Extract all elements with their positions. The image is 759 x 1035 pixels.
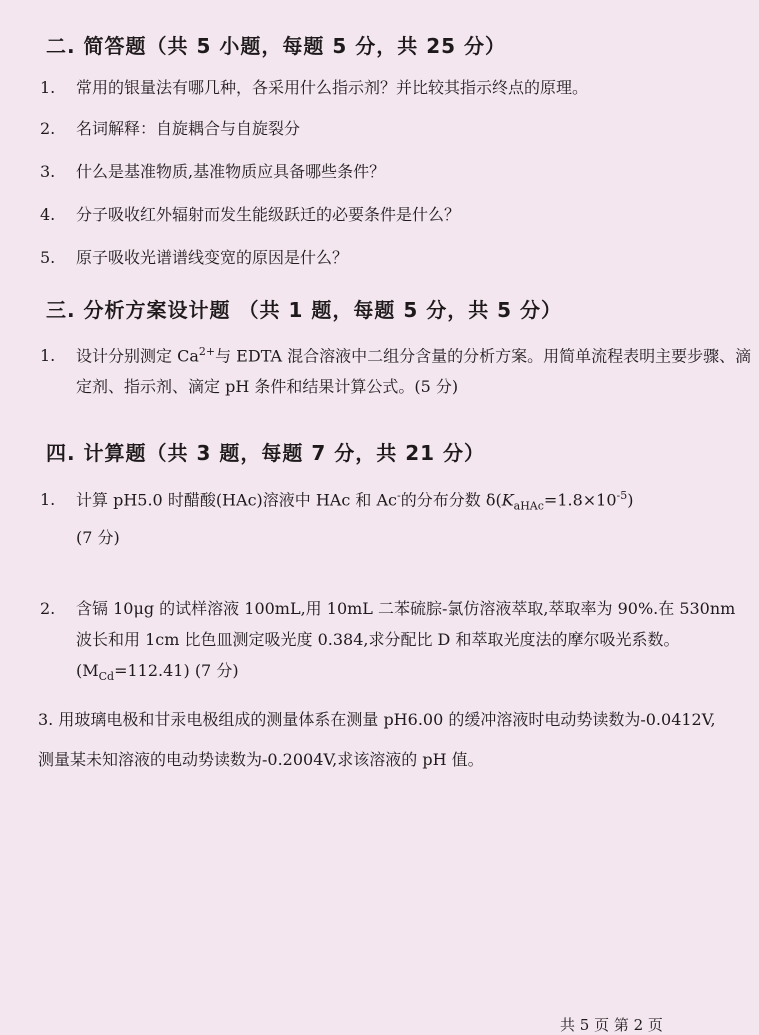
page-footer: 共 5 页 第 2 页 (560, 1016, 663, 1034)
question-number: 3. (40, 162, 56, 181)
question-text: 什么是基准物质,基准物质应具备哪些条件？ (76, 162, 386, 181)
sec3-question-1 (40, 336, 756, 402)
sec4-question-2 (40, 593, 756, 692)
question-text: 名词解释：自旋耦合与自旋裂分 (76, 119, 301, 138)
sec4-question-3: 3. 用玻璃电极和甘汞电极组成的测量体系在测量 pH6.00 的缓冲溶液时电动势读数为-0.0412V, 测量某未知溶液的电动势读数为-0.2004V,求该溶液的 pH 值。 (38, 710, 716, 769)
section-3-title: 三. 分析方案设计题 （共 1 题，每题 5 分，共 5 分） (46, 298, 563, 322)
superscript: 2+ (198, 345, 216, 358)
question-text-b: 的分布分数 δ( (400, 490, 502, 510)
question-text-c: =1.8×10 (543, 490, 617, 510)
question-text-a: 设计分别测定 Ca (76, 346, 199, 366)
question-text-d: ) (627, 490, 634, 510)
question-number: 2. (40, 599, 56, 618)
question-text: 分子吸收红外辐射而发生能级跃迁的必要条件是什么？ (76, 205, 461, 224)
question-number: 1. (40, 490, 56, 510)
question-text-b: =112.41) (7 分) (114, 661, 239, 680)
question-number: 2. (40, 119, 56, 138)
sec2-question-2 (40, 113, 720, 144)
question-number: 5. (40, 248, 56, 267)
superscript: -5 (616, 489, 628, 502)
question-text: 原子吸收光谱谱线变宽的原因是什么？ (76, 248, 349, 267)
sec4-question-1 (40, 480, 756, 553)
k-symbol: K (501, 490, 514, 510)
question-number: 4. (40, 205, 56, 224)
sec2-question-3 (40, 156, 720, 187)
question-number: 1. (40, 346, 56, 366)
question-number: 1. (40, 78, 56, 97)
sec2-question-5 (40, 242, 720, 273)
question-text-a: 计算 pH5.0 时醋酸(HAc)溶液中 HAc 和 Ac (76, 490, 398, 510)
subscript: Cd (98, 670, 115, 684)
superscript: - (397, 489, 401, 502)
section-2-title: 二. 简答题（共 5 小题，每题 5 分，共 25 分） (46, 34, 507, 58)
question-text-b: 与 EDTA 混合溶液中二组分含量的分析方案。用简单流程表明主要步骤、滴定剂、指示剂、滴定 pH 条件和结果计算公式。(5 分) (76, 346, 752, 397)
subscript: aHAc (513, 499, 544, 513)
score: (7 分) (76, 527, 120, 547)
section-4-title: 四. 计算题（共 3 题，每题 7 分，共 21 分） (46, 441, 486, 465)
question-text: 常用的银量法有哪几种，各采用什么指示剂？并比较其指示终点的原理。 (76, 78, 589, 97)
sec2-question-1 (40, 72, 720, 103)
question-text-a: 含镉 10μg 的试样溶液 100mL,用 10mL 二苯硫腙-氯仿溶液萃取,萃取率为 90%.在 530nm 波长和用 1cm 比色皿测定吸光度 0.384,求分配比 D 和萃取光度法的摩尔吸光系数。(M (76, 599, 736, 680)
sec2-question-4 (40, 199, 720, 230)
